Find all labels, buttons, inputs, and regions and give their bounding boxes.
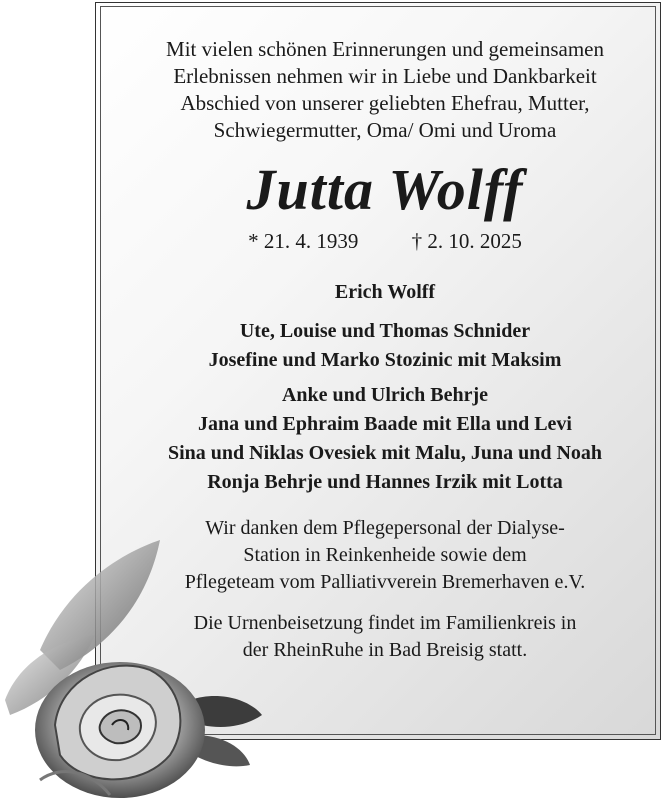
death-date: † 2. 10. 2025 <box>411 229 522 253</box>
intro-line: Mit vielen schönen Erinnerungen und gemeinsamen <box>166 37 604 61</box>
deceased-name: Jutta Wolff <box>246 157 524 222</box>
family-line: Ute, Louise und Thomas Schnider <box>239 320 531 342</box>
family-group-children-1 <box>105 317 665 375</box>
birth-date: * 21. 4. 1939 <box>248 229 359 253</box>
intro-line: Erlebnissen nehmen wir in Liebe und Dankbarkeit <box>173 64 597 88</box>
family-group-children-2 <box>105 381 665 497</box>
family-line: Ronja Behrje und Hannes Irzik mit Lotta <box>207 471 563 493</box>
burial-line: der RheinRuhe in Bad Breisig statt. <box>242 639 528 661</box>
notice-content <box>105 36 665 664</box>
family-group-spouse <box>105 278 665 307</box>
family-line: Sina und Niklas Ovesiek mit Malu, Juna und Noah <box>167 442 603 464</box>
thanks-line: Pflegeteam vom Palliativverein Bremerhaven e.V. <box>184 571 586 593</box>
intro-line: Schwiegermutter, Oma/ Omi und Uroma <box>213 118 557 142</box>
life-dates <box>105 228 665 254</box>
thanks-line: Wir danken dem Pflegepersonal der Dialyse- <box>205 517 565 539</box>
family-line: Josefine und Marko Stozinic mit Maksim <box>208 349 562 371</box>
thanks-line: Station in Reinkenheide sowie dem <box>243 544 527 566</box>
thanks-text <box>105 515 665 596</box>
family-line: Anke und Ulrich Behrje <box>281 384 489 406</box>
family-line: Jana und Ephraim Baade mit Ella und Levi <box>198 413 572 435</box>
burial-line: Die Urnenbeisetzung findet im Familienkreis in <box>193 612 577 634</box>
intro-line: Abschied von unserer geliebten Ehefrau, Mutter, <box>180 91 590 115</box>
burial-text <box>105 610 665 664</box>
intro-text <box>105 36 665 144</box>
family-line: Erich Wolff <box>334 281 436 303</box>
